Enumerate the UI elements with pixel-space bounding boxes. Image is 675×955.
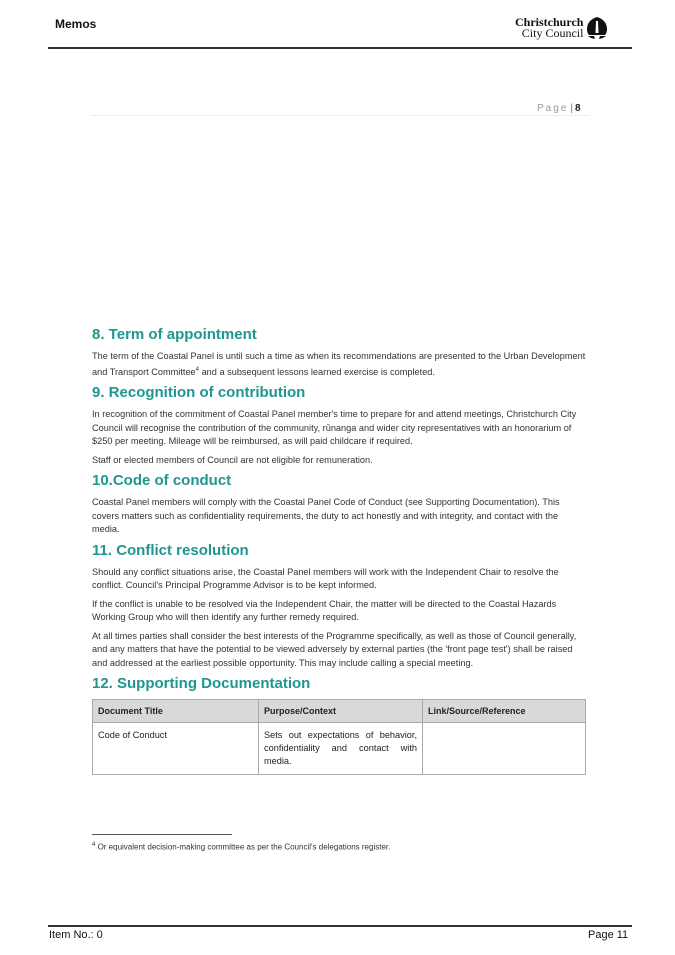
column-header: Link/Source/Reference	[423, 700, 586, 723]
section-heading: 12. Supporting Documentation	[92, 675, 311, 693]
footer-page-number: Page 11	[588, 929, 629, 941]
column-header: Document Title	[93, 700, 259, 723]
section-heading: 10.Code of conduct	[92, 472, 232, 490]
section-heading: 8. Term of appointment	[92, 326, 257, 343]
inner-page-number	[537, 103, 581, 114]
table-row	[93, 723, 586, 775]
paragraph: Staff or elected members of Council are not eligible for remuneration.	[92, 454, 373, 465]
section-heading: 9. Recognition of contribution	[92, 384, 306, 402]
table-header-row	[93, 700, 586, 723]
paragraph-text: The term of the Coastal Panel is until such a time as when its recommendations are presented to the Urban Development and Transport Committee	[92, 351, 586, 377]
paragraph: If the conflict is unable to be resolved via the Independent Chair, the matter will be directed to the Coastal Hazards Working Group who will then identify any further remedy required.	[92, 598, 557, 623]
logo-line-2: City Council	[521, 26, 584, 40]
header-title: Memos	[55, 17, 97, 31]
footnote-number: 4	[92, 842, 96, 848]
section-heading: 11. Conflict resolution	[92, 541, 249, 559]
document-body	[92, 326, 587, 779]
inner-page-num: 8	[574, 103, 581, 114]
section-recognition-of-contribution	[92, 384, 587, 467]
paragraph: Coastal Panel members will comply with the Coastal Panel Code of Conduct (see Supporting Documentation). This covers matters such as confidentiality requirements, the duty to act honestly and with integrity, and contact with the media.	[92, 497, 560, 535]
logo-line-1: Christchurch	[515, 15, 584, 29]
footer-divider	[48, 925, 632, 927]
council-logo	[515, 16, 608, 40]
header-divider	[48, 47, 632, 49]
table-cell: Sets out expectations of behavior, confidentiality and contact with media.	[259, 723, 423, 775]
paragraph: Should any conflict situations arise, the Coastal Panel members will work with the Independent Chair to resolve the conflict. Council's Principal Programme Advisor is to be kept informed.	[92, 566, 559, 591]
paragraph: In recognition of the commitment of Coastal Panel member's time to prepare for and attend meetings, Christchurch City Council will recognise the contribution of the community, rūnanga and wider city representatives with an honorarium of $250 per meeting. Mileage will be reimbursed, as will paid childcare if required.	[92, 409, 577, 447]
footnote-text: Or equivalent decision-making committee as per the Council's delegations register.	[95, 842, 391, 852]
footnote	[92, 842, 390, 852]
footnote-divider	[92, 834, 232, 835]
inner-page-divider	[90, 115, 590, 116]
section-conflict-resolution	[92, 542, 587, 671]
paragraph-text: and a subsequent lessons learned exercise is completed.	[199, 366, 435, 377]
christchurch-cathedral-logo-icon	[586, 16, 608, 40]
paragraph	[92, 350, 587, 379]
footer-item-number: Item No.: 0	[49, 929, 103, 941]
section-term-of-appointment	[92, 326, 587, 379]
table-cell: Code of Conduct	[93, 723, 259, 775]
section-code-of-conduct	[92, 472, 587, 537]
column-header: Purpose/Context	[259, 700, 423, 723]
inner-page-word: Page	[537, 103, 569, 114]
supporting-documentation-table	[92, 699, 586, 775]
table-cell	[423, 723, 586, 775]
paragraph: At all times parties shall consider the best interests of the Programme specifically, as well as those of Council generally, and any matters that have the potential to be viewed adversely by external parties (the 'front page test') shall be raised and addressed at the earliest possible opportunity. This may include calling a special meeting.	[92, 630, 577, 668]
footnote-ref[interactable]: 4	[195, 366, 200, 373]
inner-page-separator: |	[570, 103, 573, 114]
section-supporting-documentation	[92, 675, 587, 775]
